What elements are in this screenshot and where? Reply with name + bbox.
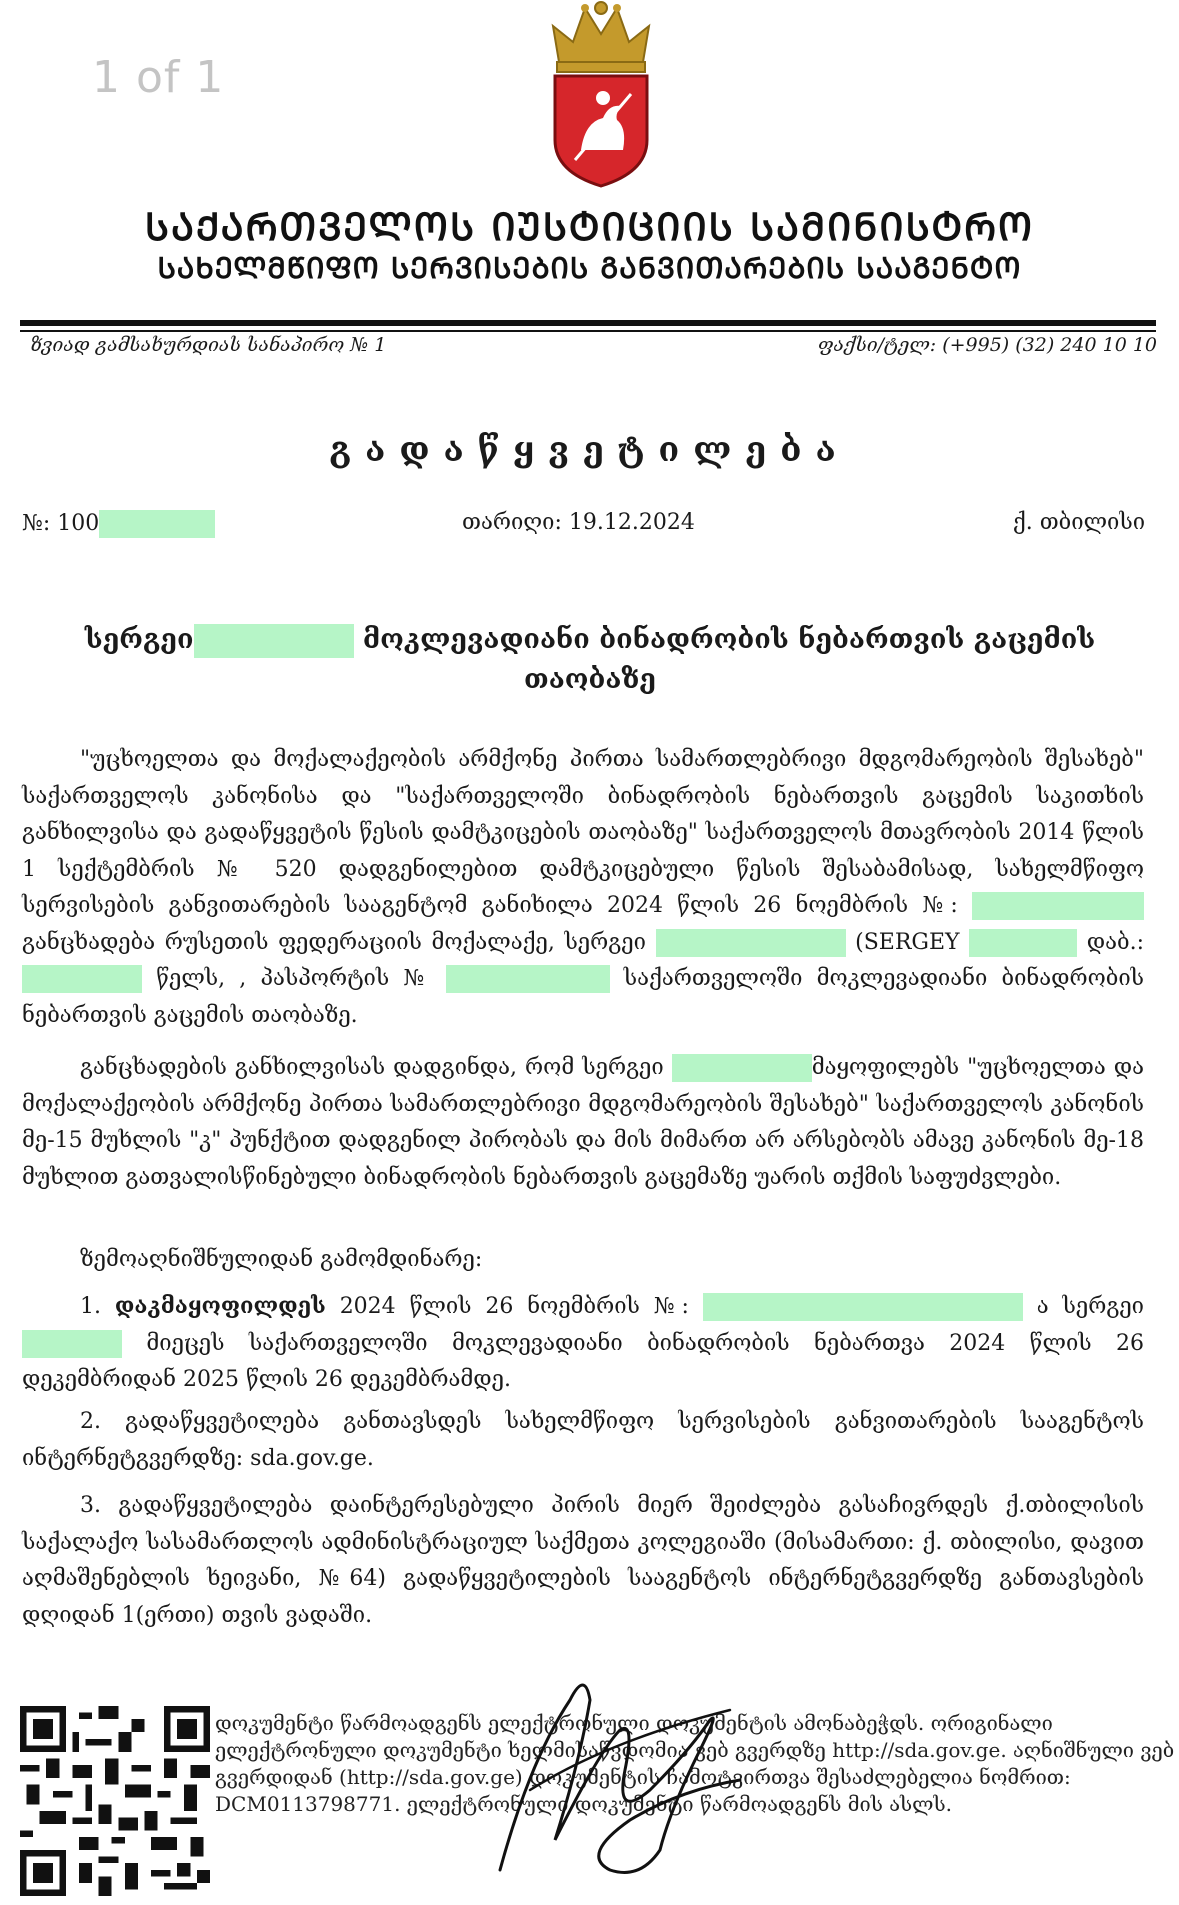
document-subject bbox=[60, 620, 1120, 700]
subject-text: მოკლევადიანი ბინადრობის ნებართვის გაცემის თაობაზე bbox=[362, 624, 1096, 695]
document-date: თარიღი: 19.12.2024 bbox=[462, 510, 695, 535]
body-paragraph-1 bbox=[22, 742, 1144, 1034]
document-number bbox=[22, 510, 215, 538]
agency-phone: ფაქსი/ტელ: (+995) (32) 240 10 10 bbox=[817, 334, 1157, 356]
p1-text-a: "უცხოელთა და მოქალაქეობის არმქონე პირთა სამართლებრივი მდგომარეობის შესახებ" საქართველოს კანონისა და "საქართველოში ბინადრობის ნებართვის გაცემის საკითხის განხილვისა და გადაწყვეტის წესის დამტკიცების თაობაზე" საქართველოს მთავრობის 2014 წლის 1 სექტემბრის № 520 დადგენილებით დამტკიცებული წესის შესაბამისად, სახელმწიფო სერვისების განვითარების სააგენტომ განიხილა 2024 წლის 26 ნოემბრის №: bbox=[22, 747, 1144, 918]
qr-code-icon bbox=[20, 1706, 210, 1896]
item-3-text: 3. გადაწყვეტილება დაინტერესებული პირის მიერ შეიძლება გასაჩივრდეს ქ.თბილისის საქალაქო სასამართლოს ადმინისტრაციულ საქმეთა კოლეგიაში (მისამართი: ქ. თბილისი, დავით აღმაშენებლის ხეივანი, №64) გადაწყვეტილების სააგენტოს ინტერნეტგვერდზე განთავსების დღიდან 1(ერთი) თვის ვადაში. bbox=[22, 1493, 1144, 1628]
agency-address: ზვიად გამსახურდიას სანაპირო № 1 bbox=[30, 334, 387, 356]
document-city: ქ. თბილისი bbox=[1012, 510, 1145, 535]
item-1-text-b: ა სერგეი bbox=[1036, 1294, 1144, 1319]
decision-item-2 bbox=[22, 1404, 1144, 1477]
p1-text-b: განცხადება რუსეთის ფედერაციის მოქალაქე, სერგეი bbox=[22, 929, 646, 955]
redaction-bar bbox=[969, 929, 1077, 957]
redaction-bar bbox=[672, 1054, 812, 1082]
document-type-title: გადაწყვეტილება bbox=[329, 430, 850, 470]
redaction-bar bbox=[972, 892, 1144, 920]
redaction-bar bbox=[656, 929, 846, 957]
ministry-name: ᲡᲐᲥᲐᲠᲗᲕᲔᲚᲝᲡ ᲘᲣᲡᲢᲘᲪᲘᲘᲡ ᲡᲐᲛᲘᲜᲘᲡᲢᲠᲝ bbox=[144, 205, 1035, 249]
signature-icon bbox=[460, 1640, 760, 1895]
item-1-text-a: 2024 წლის 26 ნოემბრის №: bbox=[339, 1294, 689, 1319]
agency-name: ᲡᲐᲮᲔᲚᲛᲬᲘᲤᲝ ᲡᲔᲠᲕᲘᲡᲔᲑᲘᲡ ᲒᲐᲜᲕᲘᲗᲐᲠᲔᲑᲘᲡ ᲡᲐᲐᲒᲔᲜᲢᲝ bbox=[157, 251, 1022, 285]
electronic-document-note: დოკუმენტი წარმოადგენს ელექტრონული დოკუმენტის ამონაბეჭდს. ორიგინალი ელექტრონული დოკუმენტი ხელმისაწვდომია ვებ გვერდზე http://sda.gov.ge. აღნიშნული ვებ გვერდიდან (http://sda.gov.ge) დოკუმენტის ჩამოტვირთვა შესაძლებელია ნომრით: DCM0113798771. ელექტრონული დოკუმენტი წარმოადგენს მის ასლს. bbox=[215, 1711, 1175, 1816]
p2-text-b: მაყოფილებს "უცხოელთა და მოქალაქეობის არმქონე პირთა სამართლებრივი მდგომარეობის შესახებ" საქართველოს კანონის მე-15 მუხლის "კ" პუნქტით დადგენილ პირობას და მის მიმართ არ არსებობს ამავე კანონის მე-18 მუხლით გათვალისწინებული ბინადრობის ნებართვის გაცემაზე უარის თქმის საფუძვლები. bbox=[22, 1055, 1144, 1190]
redaction-bar bbox=[703, 1293, 1023, 1321]
item-1-number: 1. bbox=[80, 1294, 101, 1319]
p3-text: ზემოაღნიშნულიდან გამომდინარე: bbox=[80, 1247, 483, 1272]
subject-name: სერგეი bbox=[84, 624, 194, 655]
header-rule-thin bbox=[20, 330, 1156, 332]
decision-item-3 bbox=[22, 1488, 1144, 1634]
coat-of-arms-icon bbox=[545, 0, 657, 190]
redaction-bar bbox=[22, 965, 142, 993]
item-2-text: 2. გადაწყვეტილება განთავსდეს სახელმწიფო სერვისების განვითარების სააგენტოს ინტერნეტგვერდზე: sda.gov.ge. bbox=[22, 1409, 1144, 1471]
p1-text-c: (SERGEY bbox=[855, 929, 960, 955]
p2-text-a: განცხადების განხილვისას დადგინდა, რომ სერგეი bbox=[80, 1055, 664, 1080]
page-counter: 1 of 1 bbox=[92, 52, 225, 103]
body-paragraph-3 bbox=[22, 1242, 1144, 1279]
p1-text-e: წელს, , პასპორტის № bbox=[156, 966, 432, 991]
p1-text-d: დაბ.: bbox=[1086, 929, 1144, 955]
body-paragraph-2 bbox=[22, 1050, 1144, 1196]
redaction-bar bbox=[446, 965, 610, 993]
item-1-text-c: მიეცეს საქართველოში მოკლევადიანი ბინადრობის ნებართვა 2024 წლის 26 დეკემბრიდან 2025 წლის 26 დეკემბრამდე. bbox=[22, 1330, 1144, 1392]
decision-item-1 bbox=[22, 1288, 1144, 1399]
p1-text-f: საქართველოში მოკლევადიანი ბინადრობის ნებართვის გაცემის თაობაზე. bbox=[22, 966, 1145, 1028]
redaction-bar bbox=[99, 510, 215, 538]
item-1-bold: დაკმაყოფილდეს bbox=[114, 1293, 326, 1319]
document-number-text: №: 100 bbox=[22, 511, 100, 536]
redaction-bar bbox=[22, 1330, 122, 1358]
redaction-bar bbox=[194, 624, 354, 658]
header-rule bbox=[20, 320, 1156, 326]
